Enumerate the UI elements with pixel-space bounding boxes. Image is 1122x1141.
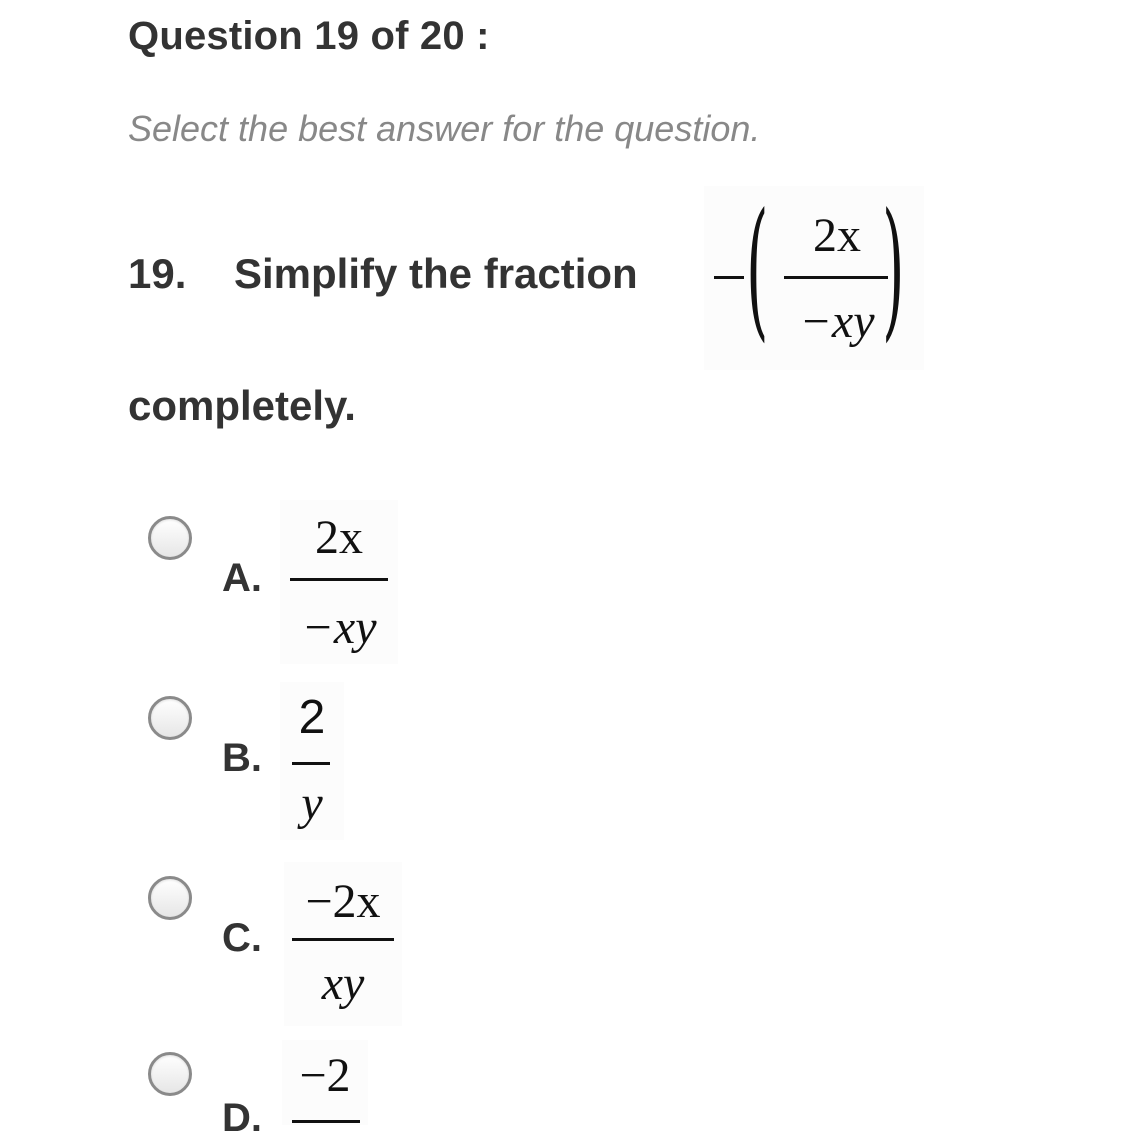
question-expression [704,182,924,370]
option-numerator-c: −2x [305,875,381,928]
option-math-b [280,682,344,840]
radio-button-b[interactable] [148,696,192,740]
left-paren: ( [746,182,769,356]
question-stem [128,250,638,298]
option-letter-d: D. [222,1096,262,1140]
option-math-a [280,500,398,664]
option-numerator-b: 2 [298,691,326,744]
option-numerator-a: 2x [315,511,363,564]
option-denominator-c: xy [321,957,365,1010]
option-math-d [282,1040,368,1125]
right-paren: ) [882,182,905,356]
option-fraction-bar-c [292,938,394,941]
option-numerator-d: −2 [299,1049,351,1102]
question-text: Simplify the fraction [234,250,638,297]
option-denominator-a: −xy [301,601,377,654]
option-fraction-bar-a [290,578,388,581]
question-number: 19. [128,250,187,297]
question-stem-end: completely. [128,382,356,429]
option-fraction-bar-d [292,1120,360,1123]
radio-button-c[interactable] [148,876,192,920]
expression-minus-sign [714,276,744,279]
expression-denominator: −xy [799,295,875,348]
option-math-c [284,862,402,1026]
radio-button-d[interactable] [148,1052,192,1096]
radio-button-a[interactable] [148,516,192,560]
option-letter-b: B. [222,736,262,780]
expression-numerator: 2x [813,209,861,262]
expression-fraction-bar [784,276,888,279]
option-letter-c: C. [222,916,262,960]
option-denominator-b: y [301,777,323,830]
option-fraction-bar-b [292,762,330,765]
question-header: Question 19 of 20 : [128,14,490,58]
instructions-text: Select the best answer for the question. [128,108,761,149]
option-letter-a: A. [222,556,262,600]
